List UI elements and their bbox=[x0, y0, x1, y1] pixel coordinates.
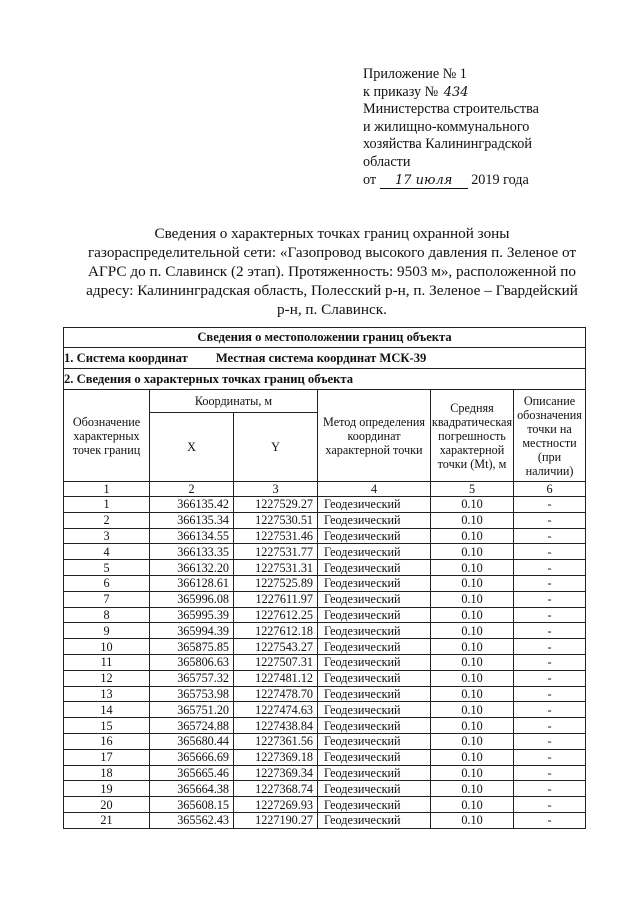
point-error: 0.10 bbox=[431, 733, 514, 749]
point-number: 17 bbox=[64, 749, 150, 765]
table-row bbox=[64, 607, 586, 623]
title-line-4: адресу: Калининградская область, Полесский р-н, п. Зеленое – Гвардейский bbox=[86, 282, 578, 299]
boundary-points-table bbox=[63, 327, 586, 829]
point-description: - bbox=[514, 544, 586, 560]
point-error: 0.10 bbox=[431, 512, 514, 528]
section-header-row bbox=[64, 328, 586, 348]
table-row bbox=[64, 718, 586, 734]
point-x: 365806.63 bbox=[150, 654, 234, 670]
point-number: 3 bbox=[64, 528, 150, 544]
point-y: 1227612.18 bbox=[234, 623, 318, 639]
point-x: 366135.42 bbox=[150, 497, 234, 513]
point-number: 18 bbox=[64, 765, 150, 781]
table-row bbox=[64, 544, 586, 560]
point-number: 4 bbox=[64, 544, 150, 560]
point-y: 1227369.34 bbox=[234, 765, 318, 781]
title-line-5: р-н, п. Славинск. bbox=[277, 301, 387, 318]
table-row bbox=[64, 497, 586, 513]
appendix-ministry-line2: и жилищно-коммунального bbox=[363, 118, 530, 135]
appendix-ministry-line3: хозяйства Калининградской bbox=[363, 136, 532, 153]
point-number: 12 bbox=[64, 670, 150, 686]
point-number: 20 bbox=[64, 797, 150, 813]
col-number-1: 1 bbox=[64, 482, 150, 497]
point-method: Геодезический bbox=[318, 528, 431, 544]
point-x: 365666.69 bbox=[150, 749, 234, 765]
point-description: - bbox=[514, 733, 586, 749]
date-handwritten: 17 июля bbox=[394, 172, 453, 188]
point-error: 0.10 bbox=[431, 702, 514, 718]
section-title: Сведения о местоположении границ объекта bbox=[64, 328, 586, 348]
point-error: 0.10 bbox=[431, 765, 514, 781]
point-number: 19 bbox=[64, 781, 150, 797]
point-method: Геодезический bbox=[318, 670, 431, 686]
point-method: Геодезический bbox=[318, 591, 431, 607]
point-description: - bbox=[514, 718, 586, 734]
table-row bbox=[64, 812, 586, 828]
point-number: 11 bbox=[64, 654, 150, 670]
point-description: - bbox=[514, 560, 586, 576]
point-y: 1227507.31 bbox=[234, 654, 318, 670]
point-method: Геодезический bbox=[318, 607, 431, 623]
point-number: 7 bbox=[64, 591, 150, 607]
point-description: - bbox=[514, 654, 586, 670]
order-number-handwritten: 434 bbox=[443, 84, 469, 100]
point-y: 1227368.74 bbox=[234, 781, 318, 797]
title-line-2: газораспределительной сети: «Газопровод высокого давления п. Зеленое от bbox=[87, 244, 577, 261]
table-row bbox=[64, 623, 586, 639]
header-y: Y bbox=[234, 413, 318, 482]
point-description: - bbox=[514, 812, 586, 828]
appendix-block bbox=[363, 66, 613, 189]
point-number: 8 bbox=[64, 607, 150, 623]
table-row bbox=[64, 654, 586, 670]
table-row bbox=[64, 749, 586, 765]
point-x: 365665.46 bbox=[150, 765, 234, 781]
point-x: 366133.35 bbox=[150, 544, 234, 560]
point-error: 0.10 bbox=[431, 623, 514, 639]
point-method: Геодезический bbox=[318, 812, 431, 828]
point-description: - bbox=[514, 639, 586, 655]
point-method: Геодезический bbox=[318, 718, 431, 734]
section2-row bbox=[64, 369, 586, 390]
point-description: - bbox=[514, 702, 586, 718]
header-point-designation: Обозначение характерных точек границ bbox=[64, 390, 150, 482]
point-number: 5 bbox=[64, 560, 150, 576]
appendix-ministry-line4: области bbox=[363, 153, 411, 170]
point-y: 1227543.27 bbox=[234, 639, 318, 655]
title-line-1: Сведения о характерных точках границ охранной зоны bbox=[154, 225, 510, 242]
col-number-3: 3 bbox=[234, 482, 318, 497]
point-error: 0.10 bbox=[431, 639, 514, 655]
point-y: 1227478.70 bbox=[234, 686, 318, 702]
point-number: 9 bbox=[64, 623, 150, 639]
coord-system-cell bbox=[64, 348, 586, 369]
point-method: Геодезический bbox=[318, 623, 431, 639]
point-description: - bbox=[514, 765, 586, 781]
point-y: 1227531.31 bbox=[234, 560, 318, 576]
point-number: 13 bbox=[64, 686, 150, 702]
header-x: X bbox=[150, 413, 234, 482]
point-error: 0.10 bbox=[431, 544, 514, 560]
point-error: 0.10 bbox=[431, 686, 514, 702]
point-method: Геодезический bbox=[318, 733, 431, 749]
point-description: - bbox=[514, 591, 586, 607]
point-error: 0.10 bbox=[431, 528, 514, 544]
point-number: 15 bbox=[64, 718, 150, 734]
point-y: 1227525.89 bbox=[234, 575, 318, 591]
point-error: 0.10 bbox=[431, 591, 514, 607]
point-number: 10 bbox=[64, 639, 150, 655]
point-description: - bbox=[514, 797, 586, 813]
point-y: 1227481.12 bbox=[234, 670, 318, 686]
point-error: 0.10 bbox=[431, 797, 514, 813]
point-number: 14 bbox=[64, 702, 150, 718]
col-number-6: 6 bbox=[514, 482, 586, 497]
point-description: - bbox=[514, 749, 586, 765]
point-x: 365562.43 bbox=[150, 812, 234, 828]
point-number: 1 bbox=[64, 497, 150, 513]
point-x: 365664.38 bbox=[150, 781, 234, 797]
point-y: 1227474.63 bbox=[234, 702, 318, 718]
point-y: 1227531.46 bbox=[234, 528, 318, 544]
point-description: - bbox=[514, 781, 586, 797]
title-line-3: АГРС до п. Славинск (2 этап). Протяженность: 9503 м», расположенной по bbox=[88, 263, 576, 280]
point-method: Геодезический bbox=[318, 797, 431, 813]
point-x: 365875.85 bbox=[150, 639, 234, 655]
table-row bbox=[64, 702, 586, 718]
header-row-1 bbox=[64, 390, 586, 413]
point-error: 0.10 bbox=[431, 607, 514, 623]
point-method: Геодезический bbox=[318, 575, 431, 591]
point-y: 1227190.27 bbox=[234, 812, 318, 828]
point-method: Геодезический bbox=[318, 512, 431, 528]
point-x: 366134.55 bbox=[150, 528, 234, 544]
point-x: 366128.61 bbox=[150, 575, 234, 591]
point-y: 1227529.27 bbox=[234, 497, 318, 513]
point-x: 365680.44 bbox=[150, 733, 234, 749]
point-error: 0.10 bbox=[431, 654, 514, 670]
table-row bbox=[64, 512, 586, 528]
header-coordinates: Координаты, м bbox=[150, 390, 318, 413]
appendix-title: Приложение № 1 bbox=[363, 66, 467, 82]
table-row bbox=[64, 639, 586, 655]
point-y: 1227611.97 bbox=[234, 591, 318, 607]
point-description: - bbox=[514, 686, 586, 702]
point-method: Геодезический bbox=[318, 702, 431, 718]
appendix-date-line bbox=[363, 172, 613, 190]
point-error: 0.10 bbox=[431, 497, 514, 513]
point-y: 1227269.93 bbox=[234, 797, 318, 813]
point-description: - bbox=[514, 575, 586, 591]
header-method: Метод определения координат характерной точки bbox=[318, 390, 431, 482]
point-error: 0.10 bbox=[431, 670, 514, 686]
table-row bbox=[64, 528, 586, 544]
point-method: Геодезический bbox=[318, 544, 431, 560]
point-method: Геодезический bbox=[318, 781, 431, 797]
point-error: 0.10 bbox=[431, 718, 514, 734]
point-error: 0.10 bbox=[431, 575, 514, 591]
col-number-4: 4 bbox=[318, 482, 431, 497]
point-x: 365753.98 bbox=[150, 686, 234, 702]
point-method: Геодезический bbox=[318, 686, 431, 702]
col-number-2: 2 bbox=[150, 482, 234, 497]
document-title bbox=[72, 224, 592, 319]
point-error: 0.10 bbox=[431, 560, 514, 576]
order-prefix: к приказу № bbox=[363, 83, 439, 100]
point-y: 1227531.77 bbox=[234, 544, 318, 560]
table-row bbox=[64, 797, 586, 813]
point-method: Геодезический bbox=[318, 639, 431, 655]
point-x: 365751.20 bbox=[150, 702, 234, 718]
point-method: Геодезический bbox=[318, 560, 431, 576]
point-x: 365996.08 bbox=[150, 591, 234, 607]
point-description: - bbox=[514, 497, 586, 513]
point-description: - bbox=[514, 528, 586, 544]
date-prefix: от bbox=[363, 171, 377, 188]
point-x: 365724.88 bbox=[150, 718, 234, 734]
column-number-row bbox=[64, 482, 586, 497]
point-method: Геодезический bbox=[318, 749, 431, 765]
date-underline bbox=[380, 173, 468, 189]
point-y: 1227530.51 bbox=[234, 512, 318, 528]
point-y: 1227369.18 bbox=[234, 749, 318, 765]
table-row bbox=[64, 670, 586, 686]
point-x: 366132.20 bbox=[150, 560, 234, 576]
coord-system-value: Местная система координат МСК-39 bbox=[215, 350, 427, 365]
appendix-order-line bbox=[363, 84, 613, 102]
header-error: Средняя квадратическая погрешность характерной точки (Mt), м bbox=[431, 390, 514, 482]
coord-system-label: 1. Система координат bbox=[64, 350, 188, 365]
table-row bbox=[64, 591, 586, 607]
section2-title: 2. Сведения о характерных точках границ объекта bbox=[64, 369, 586, 390]
point-x: 365994.39 bbox=[150, 623, 234, 639]
point-x: 365995.39 bbox=[150, 607, 234, 623]
date-suffix: 2019 года bbox=[471, 171, 529, 188]
point-error: 0.10 bbox=[431, 749, 514, 765]
coord-system-row bbox=[64, 348, 586, 369]
table-row bbox=[64, 781, 586, 797]
point-y: 1227361.56 bbox=[234, 733, 318, 749]
point-description: - bbox=[514, 623, 586, 639]
table-row bbox=[64, 560, 586, 576]
point-number: 21 bbox=[64, 812, 150, 828]
point-x: 366135.34 bbox=[150, 512, 234, 528]
table-row bbox=[64, 686, 586, 702]
point-number: 2 bbox=[64, 512, 150, 528]
appendix-ministry-line1: Министерства строительства bbox=[363, 101, 539, 118]
col-number-5: 5 bbox=[431, 482, 514, 497]
header-description: Описание обозначения точки на местности (при наличии) bbox=[514, 390, 586, 482]
point-method: Геодезический bbox=[318, 654, 431, 670]
point-number: 6 bbox=[64, 575, 150, 591]
point-y: 1227438.84 bbox=[234, 718, 318, 734]
point-error: 0.10 bbox=[431, 812, 514, 828]
table-row bbox=[64, 575, 586, 591]
table-row bbox=[64, 733, 586, 749]
point-number: 16 bbox=[64, 733, 150, 749]
point-x: 365608.15 bbox=[150, 797, 234, 813]
point-error: 0.10 bbox=[431, 781, 514, 797]
table-row bbox=[64, 765, 586, 781]
point-method: Геодезический bbox=[318, 765, 431, 781]
point-description: - bbox=[514, 512, 586, 528]
point-method: Геодезический bbox=[318, 497, 431, 513]
point-description: - bbox=[514, 607, 586, 623]
point-description: - bbox=[514, 670, 586, 686]
point-x: 365757.32 bbox=[150, 670, 234, 686]
point-y: 1227612.25 bbox=[234, 607, 318, 623]
